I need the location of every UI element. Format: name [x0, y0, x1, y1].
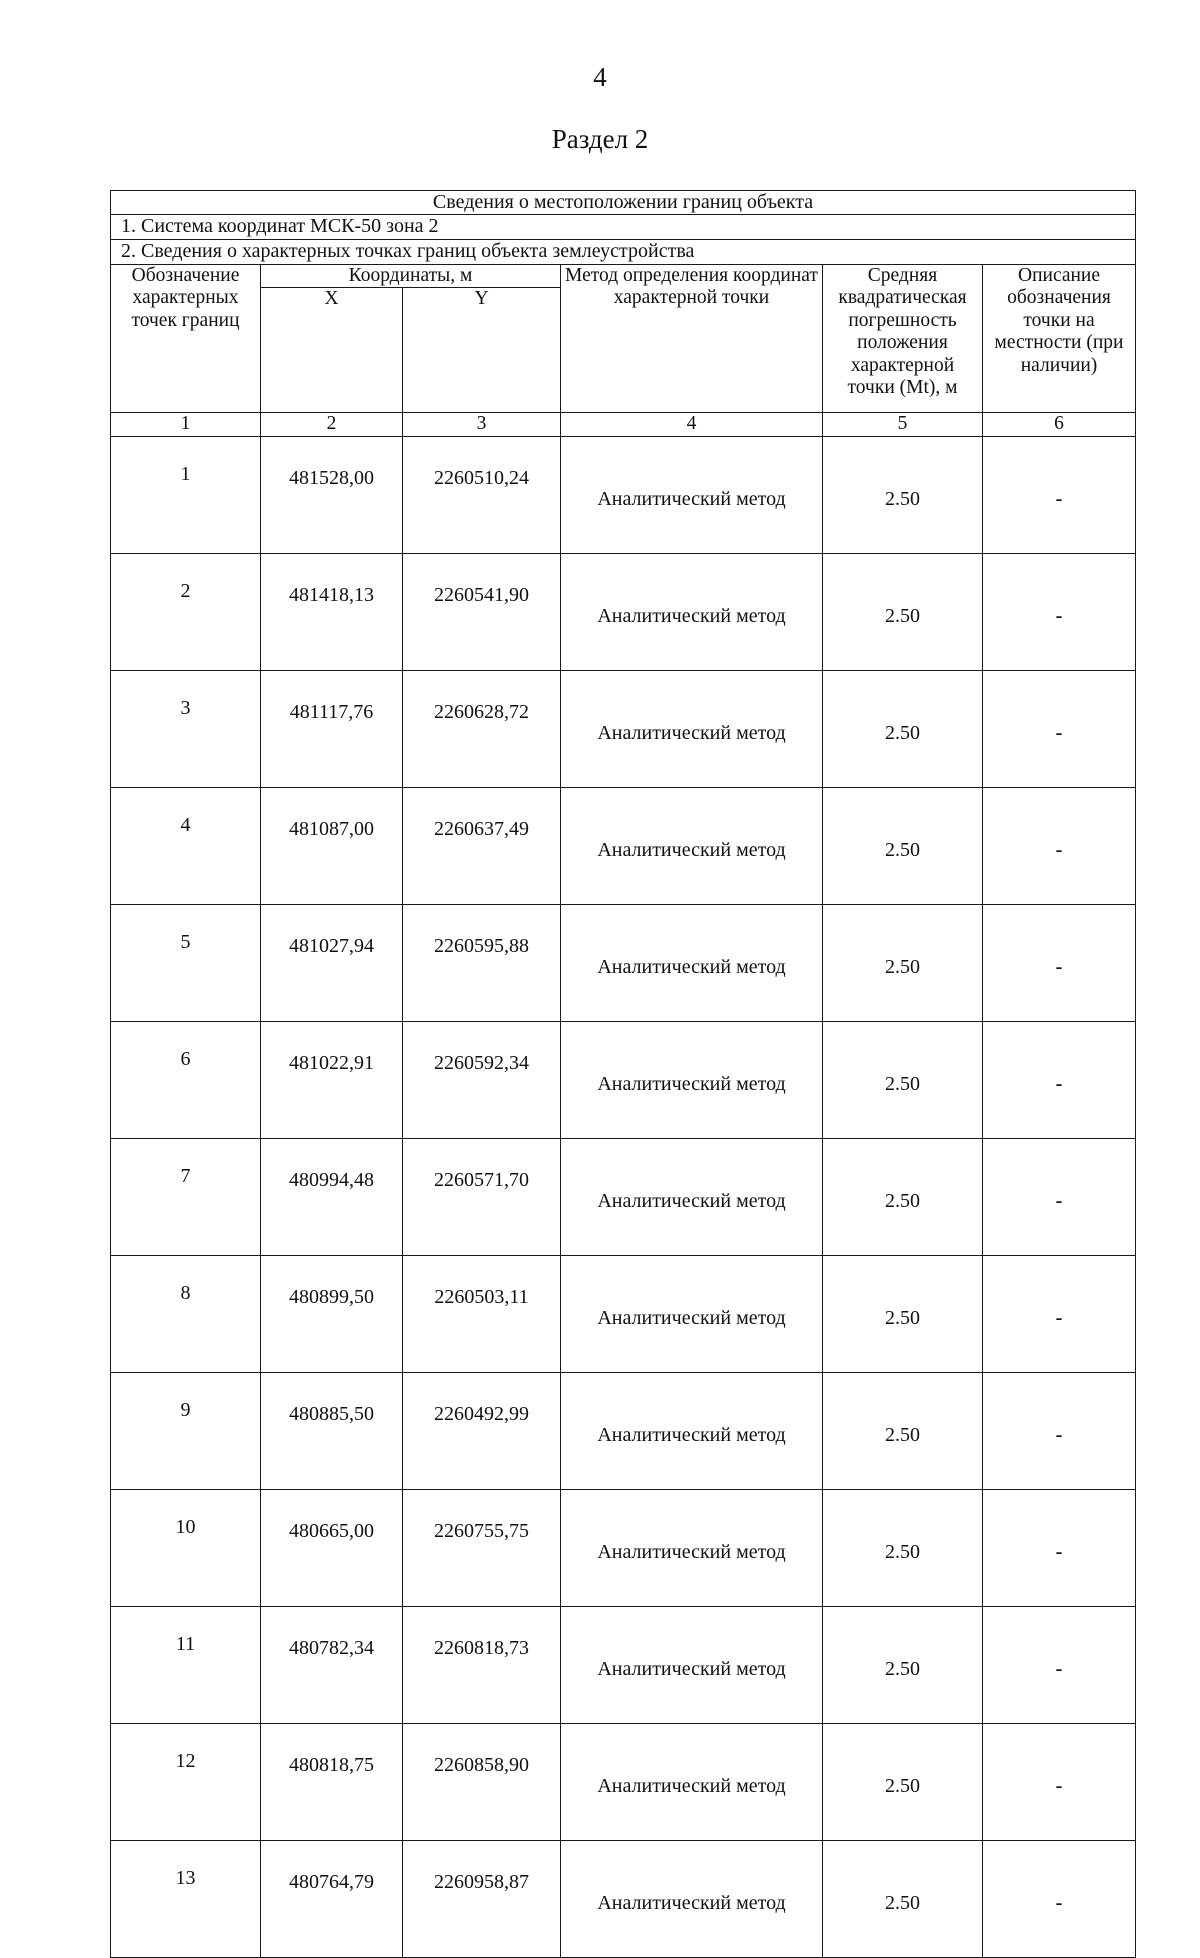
method: Аналитический метод: [561, 1138, 823, 1255]
table-row: [111, 1606, 1136, 1723]
coord-x: 480782,34: [261, 1606, 403, 1723]
point-number: 3: [111, 670, 261, 787]
coord-x: 480818,75: [261, 1723, 403, 1840]
header-x: X: [261, 288, 403, 413]
point-number: 7: [111, 1138, 261, 1255]
method: Аналитический метод: [561, 1255, 823, 1372]
point-number: 1: [111, 436, 261, 553]
header-method: Метод определения координат характерной точки: [561, 265, 823, 413]
coord-y: 2260958,87: [403, 1840, 561, 1957]
table-title: Сведения о местоположении границ объекта: [111, 191, 1136, 215]
coord-x: 481528,00: [261, 436, 403, 553]
header-point-designation: Обозначение характерных точек границ: [111, 265, 261, 413]
coordinate-system: 1. Система координат МСК-50 зона 2: [111, 215, 1136, 240]
point-description: -: [983, 787, 1136, 904]
method: Аналитический метод: [561, 436, 823, 553]
section-title: Раздел 2: [551, 124, 649, 154]
coord-x: 481117,76: [261, 670, 403, 787]
point-number: 8: [111, 1255, 261, 1372]
coord-y: 2260503,11: [403, 1255, 561, 1372]
coord-x: 480764,79: [261, 1840, 403, 1957]
point-number: 13: [111, 1840, 261, 1957]
point-description: -: [983, 1138, 1136, 1255]
mean-error: 2.50: [823, 1840, 983, 1957]
table-row: [111, 1138, 1136, 1255]
header-error: Средняя квадратическая погрешность положения характерной точки (Mt), м: [823, 265, 983, 413]
coord-y: 2260628,72: [403, 670, 561, 787]
coord-x: 480994,48: [261, 1138, 403, 1255]
coord-y: 2260637,49: [403, 787, 561, 904]
mean-error: 2.50: [823, 904, 983, 1021]
table-row: [111, 1840, 1136, 1957]
point-number: 6: [111, 1021, 261, 1138]
table-row: [111, 1489, 1136, 1606]
mean-error: 2.50: [823, 670, 983, 787]
mean-error: 2.50: [823, 553, 983, 670]
point-number: 11: [111, 1606, 261, 1723]
coord-y: 2260755,75: [403, 1489, 561, 1606]
method: Аналитический метод: [561, 1489, 823, 1606]
mean-error: 2.50: [823, 1021, 983, 1138]
table-row: [111, 1021, 1136, 1138]
coord-x: 480885,50: [261, 1372, 403, 1489]
coord-y: 2260510,24: [403, 436, 561, 553]
method: Аналитический метод: [561, 1372, 823, 1489]
point-description: -: [983, 670, 1136, 787]
point-description: -: [983, 1255, 1136, 1372]
coord-y: 2260592,34: [403, 1021, 561, 1138]
point-description: -: [983, 1723, 1136, 1840]
point-number: 12: [111, 1723, 261, 1840]
method: Аналитический метод: [561, 1606, 823, 1723]
method: Аналитический метод: [561, 787, 823, 904]
mean-error: 2.50: [823, 1489, 983, 1606]
table-row: [111, 1723, 1136, 1840]
point-description: -: [983, 436, 1136, 553]
header-description: Описание обозначения точки на местности (при наличии): [983, 265, 1136, 413]
coord-x: 481418,13: [261, 553, 403, 670]
mean-error: 2.50: [823, 1372, 983, 1489]
method: Аналитический метод: [561, 1723, 823, 1840]
column-number: 5: [823, 413, 983, 436]
table-row: [111, 1372, 1136, 1489]
column-number: 3: [403, 413, 561, 436]
coord-y: 2260858,90: [403, 1723, 561, 1840]
method: Аналитический метод: [561, 1021, 823, 1138]
coord-x: 480665,00: [261, 1489, 403, 1606]
point-description: -: [983, 1606, 1136, 1723]
coord-y: 2260571,70: [403, 1138, 561, 1255]
point-description: -: [983, 904, 1136, 1021]
column-number: 4: [561, 413, 823, 436]
column-number: 2: [261, 413, 403, 436]
point-description: -: [983, 1372, 1136, 1489]
point-description: -: [983, 1489, 1136, 1606]
header-y: Y: [403, 288, 561, 413]
point-description: -: [983, 1021, 1136, 1138]
point-number: 10: [111, 1489, 261, 1606]
table-row: [111, 553, 1136, 670]
point-description: -: [983, 553, 1136, 670]
coord-y: 2260492,99: [403, 1372, 561, 1489]
table-row: [111, 904, 1136, 1021]
coord-y: 2260541,90: [403, 553, 561, 670]
mean-error: 2.50: [823, 1606, 983, 1723]
point-number: 2: [111, 553, 261, 670]
method: Аналитический метод: [561, 904, 823, 1021]
column-number-row: [111, 413, 1136, 436]
point-number: 4: [111, 787, 261, 904]
coord-x: 481022,91: [261, 1021, 403, 1138]
method: Аналитический метод: [561, 553, 823, 670]
mean-error: 2.50: [823, 1723, 983, 1840]
point-number: 9: [111, 1372, 261, 1489]
method: Аналитический метод: [561, 1840, 823, 1957]
coord-x: 481087,00: [261, 787, 403, 904]
header-coordinates: Координаты, м: [261, 265, 561, 288]
mean-error: 2.50: [823, 436, 983, 553]
coord-y: 2260595,88: [403, 904, 561, 1021]
coord-x: 480899,50: [261, 1255, 403, 1372]
point-description: -: [983, 1840, 1136, 1957]
coord-y: 2260818,73: [403, 1606, 561, 1723]
column-number: 1: [111, 413, 261, 436]
points-heading: 2. Сведения о характерных точках границ объекта землеустройства: [111, 240, 1136, 265]
mean-error: 2.50: [823, 1255, 983, 1372]
mean-error: 2.50: [823, 1138, 983, 1255]
table-row: [111, 787, 1136, 904]
method: Аналитический метод: [561, 670, 823, 787]
table-row: [111, 436, 1136, 553]
mean-error: 2.50: [823, 787, 983, 904]
boundary-points-table: [110, 190, 1136, 1958]
page-number: 4: [593, 62, 607, 92]
table-row: [111, 1255, 1136, 1372]
column-number: 6: [983, 413, 1136, 436]
table-row: [111, 670, 1136, 787]
point-number: 5: [111, 904, 261, 1021]
coord-x: 481027,94: [261, 904, 403, 1021]
